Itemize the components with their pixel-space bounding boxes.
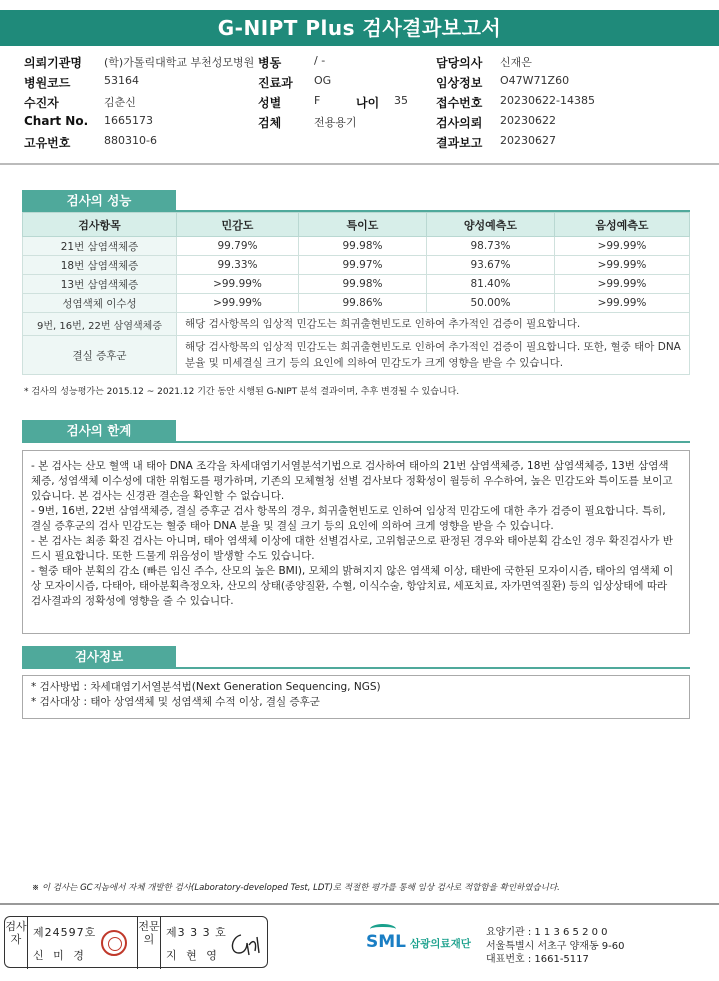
- institution-address: 서울특별시 서초구 양재동 9-60: [486, 940, 625, 952]
- row-note: 해당 검사항목의 임상적 민감도는 희귀출현빈도로 인하여 추가적인 검증이 필요합니다.: [177, 313, 690, 336]
- dept-label: 진료과: [258, 76, 293, 90]
- footer-divider: [0, 903, 719, 905]
- dept-value: OG: [314, 74, 332, 87]
- row-specificity: 99.97%: [299, 256, 427, 275]
- age-label: 나이: [356, 96, 380, 110]
- header-sensitivity: 민감도: [177, 213, 299, 237]
- institution-details: [486, 926, 625, 967]
- table-row: [23, 275, 690, 294]
- specimen-label: 검체: [258, 116, 282, 130]
- doctor-name: 지 현 영: [166, 949, 220, 962]
- request-value: 20230622: [500, 114, 556, 127]
- institution-phone: 대표번호 : 1661-5117: [486, 954, 589, 965]
- test-method: * 검사방법 : 차세대염기서열분석법(Next Generation Sequencing, NGS): [31, 681, 381, 693]
- header-ppv: 양성예측도: [427, 213, 555, 237]
- row-sensitivity: >99.99%: [177, 294, 299, 313]
- unique-label: 고유번호: [24, 136, 71, 150]
- row-ppv: 50.00%: [427, 294, 555, 313]
- chart-label: Chart No.: [24, 114, 89, 128]
- doctor-vlabel: 전문의: [138, 920, 160, 946]
- row-ppv: 93.67%: [427, 256, 555, 275]
- recipient-value: 김춘신: [104, 96, 136, 109]
- row-item: 결실 증후군: [23, 336, 177, 375]
- limits-item: - 9번, 16번, 22번 삼염색체증, 결실 증후군 검사 항목의 경우, 희귀출현빈도로 인하여 임상적 민감도에 대한 추가 검증이 필요합니다. 특히, 결실 증후군의 검사 민감도는 혈중 태아 DNA 분율 및 결실 크기 등의 요인에 의하여 크게 영향을 받을 수 있습니다.: [31, 505, 666, 532]
- row-note: 해당 검사항목의 임상적 민감도는 희귀출현빈도로 인하여 추가적인 검증이 필요합니다. 또한, 혈중 태아 DNA 분율 및 미세결실 크기 등의 요인에 의하여 민감도가 크게 영향을 받을 수 있습니다.: [177, 336, 690, 375]
- chart-value: 1665173: [104, 114, 153, 127]
- ward-value: / -: [314, 54, 326, 67]
- examiner-vlabel: 검사자: [5, 920, 27, 946]
- info-row-1: [0, 54, 719, 72]
- row-specificity: 99.86%: [299, 294, 427, 313]
- limits-box: [22, 450, 690, 634]
- info-tab-line: [22, 667, 690, 669]
- info-tab: 검사정보: [22, 646, 176, 668]
- examiner-license: 제24597호: [33, 926, 97, 939]
- row-npv: >99.99%: [555, 237, 690, 256]
- doctor-signature-icon: [227, 929, 261, 959]
- row-npv: >99.99%: [555, 294, 690, 313]
- info-row-3: [0, 94, 719, 112]
- row-item: 21번 삼염색체증: [23, 237, 177, 256]
- examiner-seal-icon: [101, 930, 127, 956]
- signature-box: [4, 916, 268, 968]
- header-npv: 음성예측도: [555, 213, 690, 237]
- limits-tab-line: [22, 441, 690, 443]
- clinical-value: O47W71Z60: [500, 74, 570, 87]
- receipt-label: 접수번호: [436, 96, 483, 110]
- limits-item: - 혈중 태아 분획의 감소 (빠른 임신 주수, 산모의 높은 BMI), 모체의 밝혀지지 않은 염색체 이상, 태반에 국한된 모자이시즘, 태아의 염색체 이상 모자이시즘, 다태아, 태아분획측정오차, 산모의 상태(종양질환, 수혈, 이식수술, 항암치료, 세포치료, 자가면역질환) 등의 임상상태에 따라 검사결과의 정확성에 영향을 줄 수 있습니다.: [31, 565, 674, 607]
- institution-name: 삼광의료재단: [410, 938, 471, 950]
- row-item: 성염색체 이수성: [23, 294, 177, 313]
- row-specificity: 99.98%: [299, 237, 427, 256]
- table-header-row: [23, 213, 690, 237]
- receipt-value: 20230622-14385: [500, 94, 595, 107]
- table-row: [23, 237, 690, 256]
- doctor-license: 제3 3 3 호: [166, 926, 227, 939]
- limits-tab: 검사의 한계: [22, 420, 176, 442]
- row-ppv: 98.73%: [427, 237, 555, 256]
- row-sensitivity: 99.79%: [177, 237, 299, 256]
- info-row-4: [0, 114, 719, 132]
- header-item: 검사항목: [23, 213, 177, 237]
- performance-tab: 검사의 성능: [22, 190, 176, 212]
- sign-divider: [160, 917, 161, 969]
- hospital-code-label: 병원코드: [24, 76, 71, 90]
- table-row: [23, 256, 690, 275]
- result-value: 20230627: [500, 134, 556, 147]
- age-value: 35: [394, 94, 408, 107]
- sex-value: F: [314, 94, 321, 107]
- ward-label: 병동: [258, 56, 282, 70]
- institution-label: 의뢰기관명: [24, 56, 82, 70]
- clinical-label: 임상정보: [436, 76, 483, 90]
- specimen-value: 전용용기: [314, 116, 357, 129]
- row-npv: >99.99%: [555, 275, 690, 294]
- institution-code: 요양기관 : 1 1 3 6 5 2 0 0: [486, 927, 608, 938]
- test-target: * 검사대상 : 태아 상염색체 및 성염색체 수적 이상, 결실 증후군: [31, 696, 320, 708]
- row-specificity: 99.98%: [299, 275, 427, 294]
- info-row-5: [0, 134, 719, 152]
- table-note-row: [23, 336, 690, 375]
- unique-value: 880310-6: [104, 134, 157, 147]
- request-label: 검사의뢰: [436, 116, 483, 130]
- doctor-value: 신재은: [500, 56, 532, 69]
- row-sensitivity: 99.33%: [177, 256, 299, 275]
- doctor-label: 담당의사: [436, 56, 483, 70]
- row-sensitivity: >99.99%: [177, 275, 299, 294]
- header-specificity: 특이도: [299, 213, 427, 237]
- patient-info: [0, 54, 719, 154]
- performance-footnote: * 검사의 성능평가는 2015.12 ~ 2021.12 기간 동안 시행된 G-NIPT 분석 결과이며, 추후 변경될 수 있습니다.: [24, 387, 460, 397]
- recipient-label: 수진자: [24, 96, 59, 110]
- performance-table: [22, 212, 690, 375]
- table-note-row: [23, 313, 690, 336]
- row-item: 18번 삼염색체증: [23, 256, 177, 275]
- row-item: 13번 삼염색체증: [23, 275, 177, 294]
- info-box: [22, 675, 690, 719]
- info-divider: [0, 163, 719, 165]
- report-title: G-NIPT Plus 검사결과보고서: [0, 10, 719, 46]
- logo-text: SML: [366, 932, 406, 952]
- limits-item: - 본 검사는 최종 확진 검사는 아니며, 태아 염색체 이상에 대한 선별검사로, 고위험군으로 판정된 경우와 태아분획 감소인 경우 확진검사가 반드시 필요합니다. 또한 드물게 위음성이 발생할 수도 있습니다.: [31, 535, 673, 562]
- info-row-2: [0, 74, 719, 92]
- sex-label: 성별: [258, 96, 282, 110]
- row-ppv: 81.40%: [427, 275, 555, 294]
- limits-item: - 본 검사는 산모 혈액 내 태아 DNA 조각을 차세대염기서열분석기법으로 검사하여 태아의 21번 삼염색체증, 18번 삼염색체증, 13번 삼염색체증, 성염색체 이수성에 대한 위험도를 평가하며, 기존의 모체혈청 선별 검사보다 정확성이 월등히 우수하여, 높은 민감도와 특이도를 보이고 있습니다. 본 검사는 신경관 결손을 확인할 수 없습니다.: [31, 460, 673, 502]
- sign-divider: [27, 917, 28, 969]
- institution-value: (학)가톨릭대학교 부천성모병원: [104, 56, 255, 69]
- examiner-name: 신 미 경: [33, 949, 87, 962]
- ldt-note: ※ 이 검사는 GC지놈에서 자체 개발한 검사(Laboratory-developed Test, LDT)로 적절한 평가를 통해 임상 검사로 적합함을 확인하였습니다.: [32, 883, 560, 893]
- result-label: 결과보고: [436, 136, 483, 150]
- table-row: [23, 294, 690, 313]
- row-npv: >99.99%: [555, 256, 690, 275]
- hospital-code-value: 53164: [104, 74, 139, 87]
- row-item: 9번, 16번, 22번 삼염색체증: [23, 313, 177, 336]
